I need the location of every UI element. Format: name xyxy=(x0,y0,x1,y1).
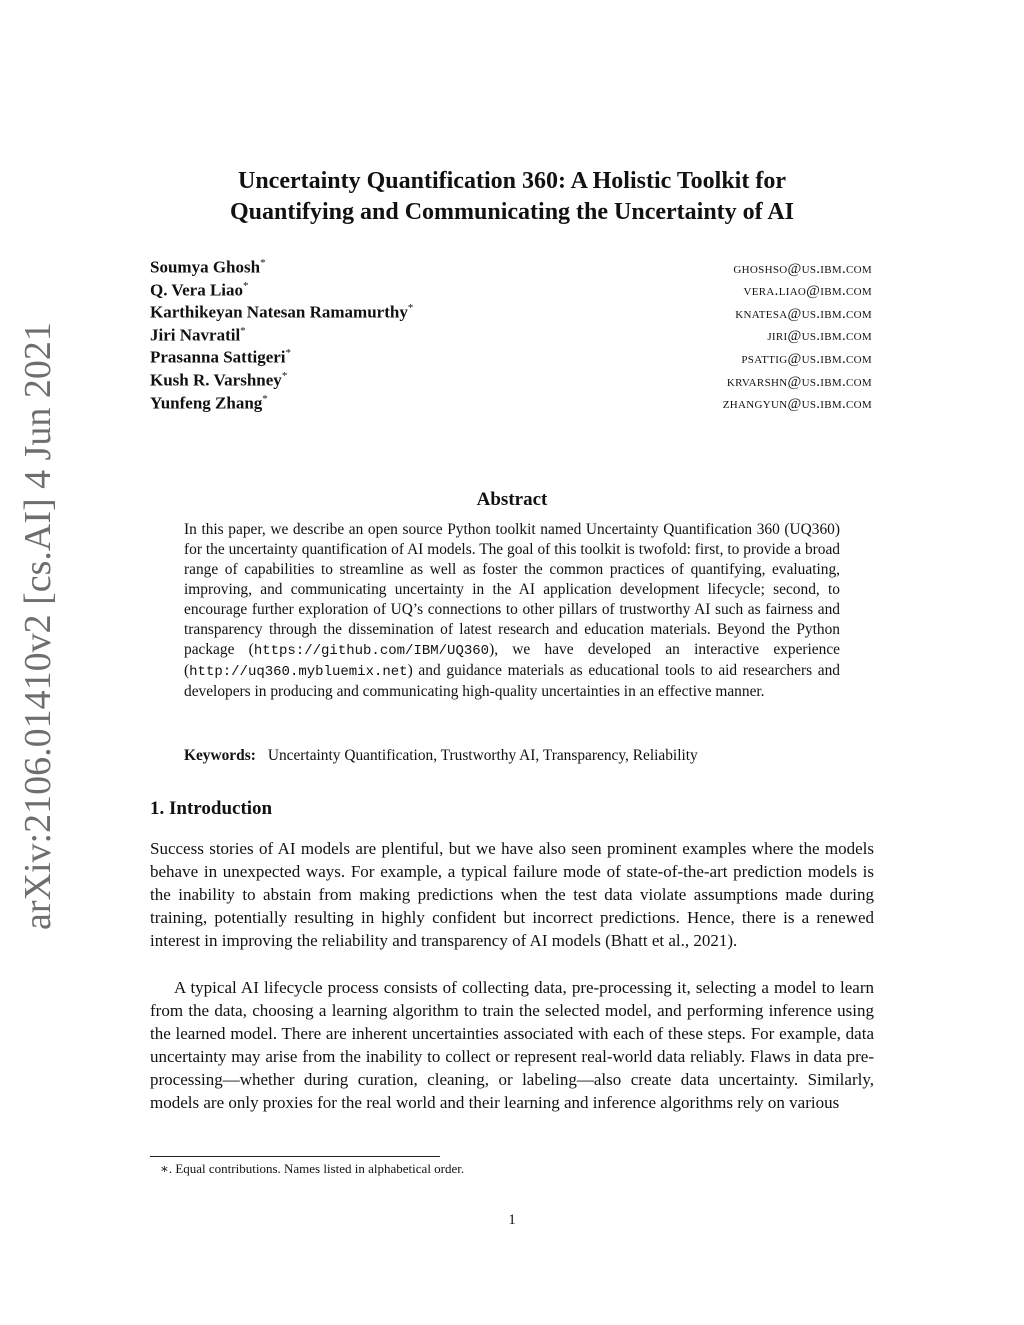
footnote-divider xyxy=(150,1156,440,1157)
author-email[interactable]: ghoshso@us.ibm.com xyxy=(733,260,872,277)
author-email[interactable]: jiri@us.ibm.com xyxy=(767,328,872,345)
section-heading-introduction: 1. Introduction xyxy=(150,798,273,819)
author-email[interactable]: vera.liao@ibm.com xyxy=(743,283,872,300)
equal-contribution-mark: * xyxy=(281,369,288,382)
equal-contribution-mark: * xyxy=(285,347,292,360)
author-row xyxy=(150,280,874,303)
author-name: Kush R. Varshney* xyxy=(150,369,288,390)
author-name: Prasanna Sattigeri* xyxy=(150,347,292,368)
author-email[interactable]: knatesa@us.ibm.com xyxy=(735,305,872,322)
demo-site-link[interactable]: http://uq360.mybluemix.net xyxy=(189,664,408,680)
paper-title-line-1: Uncertainty Quantification 360: A Holistic Toolkit for xyxy=(237,168,786,194)
paper-title xyxy=(150,166,874,228)
equal-contribution-mark: * xyxy=(407,302,414,315)
intro-paragraph: A typical AI lifecycle process consists of collecting data, pre-processing it, selecting a model to learn from the data, choosing a learning algorithm to train the selected model, and performing inference using the learned model. There are inherent uncertainties associated with each of these steps. For example, data uncertainty may arise from the inability to collect or represent real-world data reliably. Flaws in data pre-processing—whether during curation, cleaning, or labeling—also create data uncertainty. Similarly, models are only proxies for the real world and their learning and inference algorithms rely on various xyxy=(150,978,874,1112)
keywords-line xyxy=(184,746,840,766)
footnote: ∗. Equal contributions. Names listed in alphabetical order. xyxy=(160,1161,465,1176)
author-row xyxy=(150,302,874,325)
keywords-value: Uncertainty Quantification, Trustworthy AI, Transparency, Reliability xyxy=(267,747,698,764)
author-row xyxy=(150,257,874,280)
arxiv-identifier-stamp: arXiv:2106.01410v2 [cs.AI] 4 Jun 2021 xyxy=(17,322,59,930)
author-row xyxy=(150,370,874,393)
page-number: 1 xyxy=(508,1212,516,1228)
abstract-heading: Abstract xyxy=(476,489,548,510)
github-link[interactable]: https://github.com/IBM/UQ360 xyxy=(253,643,490,659)
equal-contribution-mark: * xyxy=(243,279,249,292)
author-list xyxy=(150,257,874,415)
author-name: Yunfeng Zhang* xyxy=(150,392,268,413)
equal-contribution-mark: * xyxy=(260,257,266,269)
abstract-body xyxy=(184,520,840,702)
author-name: Q. Vera Liao* xyxy=(150,279,249,300)
author-row xyxy=(150,347,874,370)
author-name: Soumya Ghosh* xyxy=(150,257,266,277)
paper-title-line-2: Quantifying and Communicating the Uncertainty of AI xyxy=(229,199,795,225)
intro-paragraph: Success stories of AI models are plentiful, but we have also seen prominent examples where the models behave in unexpected ways. For example, a typical failure mode of state-of-the-art prediction models is the inability to abstain from making predictions when the test data violate assumptions made during training, potentially resulting in highly confident but incorrect predictions. Hence, there is a renewed interest in improving the reliability and transparency of AI models (Bhatt et al., 2021). xyxy=(150,839,874,950)
author-email[interactable]: zhangyun@us.ibm.com xyxy=(722,396,872,413)
abstract-text: ) and guidance materials as educational tools to aid researchers and developers in producing and communicating high-quality uncertainties in an effective manner. xyxy=(184,662,840,700)
author-name: Jiri Navratil* xyxy=(150,324,246,345)
author-email[interactable]: krvarshn@us.ibm.com xyxy=(726,373,872,390)
author-row xyxy=(150,393,874,416)
equal-contribution-mark: * xyxy=(240,324,246,337)
author-email[interactable]: psattig@us.ibm.com xyxy=(741,351,872,368)
abstract-text: ), we have developed an interactive experience ( xyxy=(184,641,840,679)
keywords-label: Keywords: xyxy=(184,747,256,764)
author-name: Karthikeyan Natesan Ramamurthy* xyxy=(150,302,414,322)
abstract-text: In this paper, we describe an open source Python toolkit named Uncertainty Quantification 360 (UQ360) for the uncertainty quantification of AI models. The goal of this toolkit is twofold: first, to provide a broad range of capabilities to streamline as well as foster the common practices of quantifying, evaluating, improving, and communicating uncertainty in the AI application development lifecycle; second, to encourage further exploration of UQ’s connections to other pillars of trustworthy AI such as fairness and transparency through the dissemination of latest research and education materials. Beyond the Python package ( xyxy=(184,521,840,658)
equal-contribution-mark: * xyxy=(262,392,268,405)
author-row xyxy=(150,325,874,348)
